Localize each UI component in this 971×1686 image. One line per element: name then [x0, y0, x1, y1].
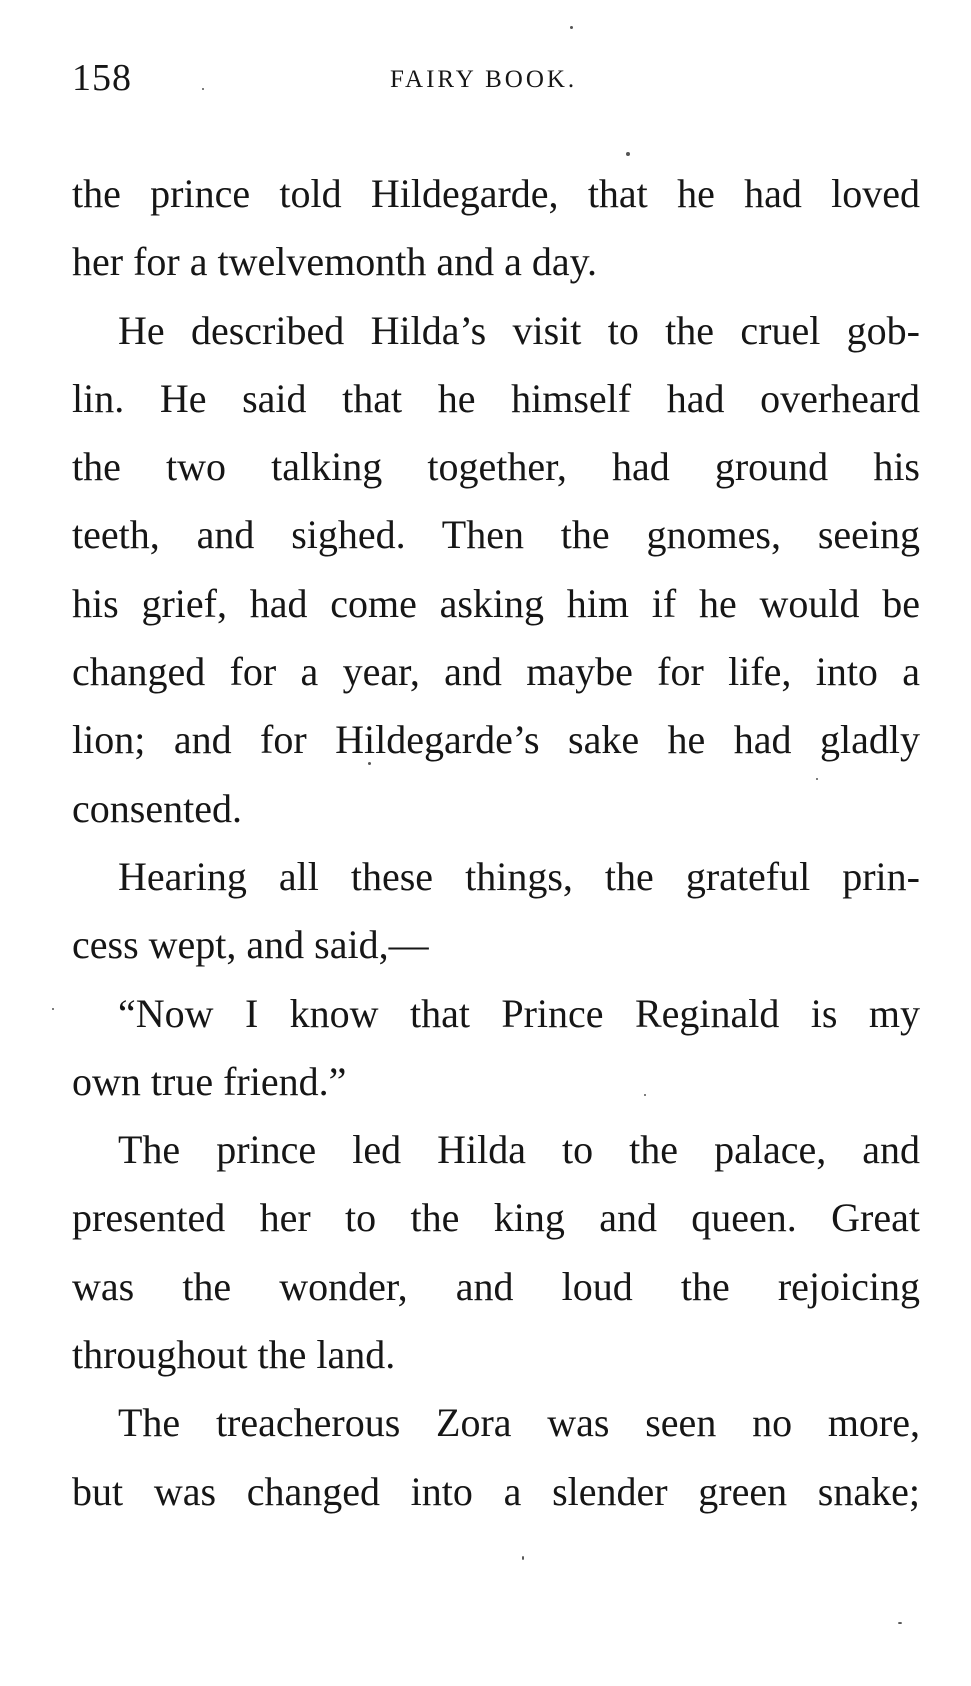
- page-number: 158: [72, 57, 132, 99]
- text-line: own true friend.”: [72, 1058, 347, 1104]
- text-line: but was changed into a slender green snake;: [72, 1468, 920, 1514]
- text-line: lion; and for Hildegarde’s sake he had gladly: [72, 717, 920, 763]
- text-line: The prince led Hilda to the palace, and: [118, 1127, 920, 1173]
- text-line: He described Hilda’s visit to the cruel gob-: [118, 307, 920, 353]
- body-text: [72, 160, 920, 1526]
- text-line: cess wept, and said,—: [72, 922, 429, 968]
- text-line: the two talking together, had ground his: [72, 444, 920, 490]
- scan-speck: [898, 1622, 902, 1624]
- text-line: lin. He said that he himself had overheard: [72, 375, 920, 421]
- text-line: teeth, and sighed. Then the gnomes, seeing: [72, 512, 920, 558]
- text-line: The treacherous Zora was seen no more,: [118, 1400, 920, 1446]
- page-header: [72, 56, 920, 116]
- text-line: the prince told Hildegarde, that he had loved: [72, 171, 920, 216]
- text-line: his grief, had come asking him if he would be: [72, 580, 920, 626]
- text-line: throughout the land.: [72, 1332, 396, 1378]
- scan-speck: [368, 762, 371, 765]
- scan-speck: [644, 1094, 646, 1096]
- running-head: FAIRY BOOK.: [390, 66, 578, 93]
- text-line: her for a twelvemonth and a day.: [72, 239, 597, 285]
- scan-speck: [816, 778, 818, 780]
- scan-speck: [52, 1008, 54, 1010]
- text-line: Hearing all these things, the grateful prin-: [118, 853, 920, 899]
- text-line: presented her to the king and queen. Great: [72, 1195, 920, 1241]
- text-line: “Now I know that Prince Reginald is my: [118, 990, 920, 1036]
- text-line: was the wonder, and loud the rejoicing: [72, 1263, 920, 1309]
- scan-speck: [626, 152, 630, 156]
- scan-speck: [202, 88, 204, 90]
- scan-speck: [522, 1556, 524, 1560]
- text-line: changed for a year, and maybe for life, into a: [72, 649, 920, 695]
- text-line: consented.: [72, 785, 242, 831]
- scan-speck: [570, 26, 573, 29]
